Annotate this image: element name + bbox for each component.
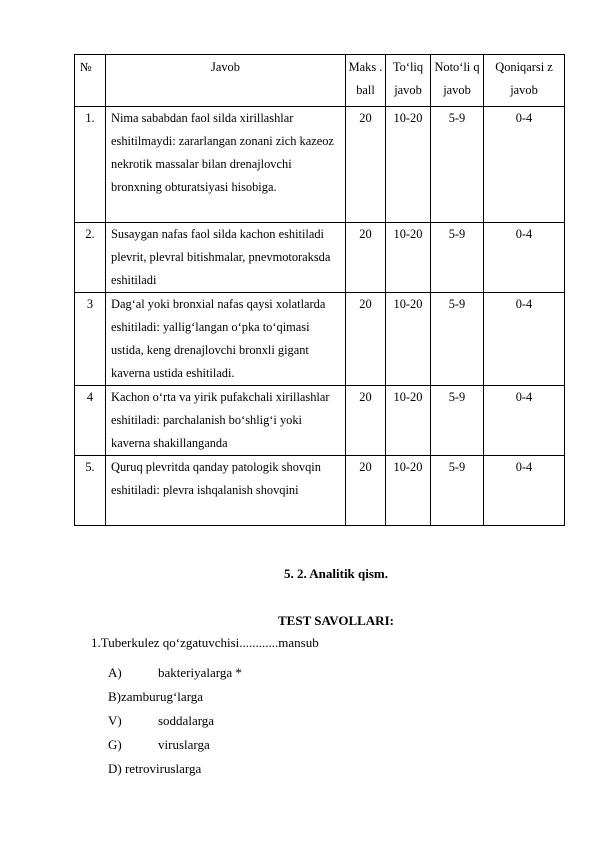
- row-partial: 5-9: [431, 107, 484, 223]
- row-num: 4: [75, 386, 106, 456]
- row-num: 5.: [75, 456, 106, 526]
- row-partial: 5-9: [431, 223, 484, 293]
- row-partial: 5-9: [431, 293, 484, 386]
- question-text: Tuberkulez qo‘zgatuvchisi............mansub: [100, 635, 319, 650]
- option-letter: G): [108, 737, 122, 752]
- row-partial: 5-9: [431, 456, 484, 526]
- row-num: 2.: [75, 223, 106, 293]
- row-max: 20: [346, 456, 386, 526]
- header-correct: To‘liq javob: [386, 55, 431, 107]
- row-wrong: 0-4: [484, 386, 565, 456]
- option-text: zamburug‘larga: [121, 689, 204, 704]
- option-v: [108, 713, 214, 729]
- row-max: 20: [346, 386, 386, 456]
- option-text: retroviruslarga: [121, 761, 202, 776]
- row-max: 20: [346, 293, 386, 386]
- row-text: Quruq plevritda qanday patologik shovqin eshitiladi: plevra ishqalanish shovqini: [106, 456, 346, 526]
- option-g: [108, 737, 210, 753]
- row-wrong: 0-4: [484, 107, 565, 223]
- row-num: 1.: [75, 107, 106, 223]
- header-answer: Javob: [106, 55, 346, 107]
- option-letter: A): [108, 665, 122, 680]
- row-full: 10-20: [386, 456, 431, 526]
- option-a: [108, 665, 242, 681]
- option-text: soddalarga: [158, 713, 215, 728]
- option-letter: V): [108, 713, 122, 728]
- option-b: [108, 689, 203, 705]
- row-wrong: 0-4: [484, 456, 565, 526]
- table-row: [75, 293, 565, 386]
- option-d: [108, 761, 201, 777]
- row-text: Kachon o‘rta va yirik pufakchali xirillashlar eshitiladi: parchalanish bo‘shlig‘i yoki kaverna shakillanganda: [106, 386, 346, 456]
- row-max: 20: [346, 223, 386, 293]
- row-full: 10-20: [386, 386, 431, 456]
- row-full: 10-20: [386, 223, 431, 293]
- row-full: 10-20: [386, 293, 431, 386]
- table-row: [75, 223, 565, 293]
- header-max: Maks . ball: [346, 55, 386, 107]
- table-row: [75, 107, 565, 223]
- header-num: №: [75, 55, 106, 107]
- row-partial: 5-9: [431, 386, 484, 456]
- option-letter: D): [108, 761, 122, 776]
- table-header-row: [75, 55, 565, 107]
- row-wrong: 0-4: [484, 293, 565, 386]
- row-max: 20: [346, 107, 386, 223]
- section-title: 5. 2. Analitik qism.: [283, 566, 389, 581]
- question-number: 1.: [91, 635, 101, 650]
- option-text: bakteriyalarga *: [158, 665, 242, 680]
- header-wrong: Qoniqarsi z javob: [484, 55, 565, 107]
- option-letter: B): [108, 689, 121, 704]
- row-text: Nima sababdan faol silda xirillashlar eshitilmaydi: zararlangan zonani zich kazeoz nekrotik massalar bilan drenajlovchi bronxning obturatsiyasi hisobiga.: [106, 107, 346, 223]
- option-text: viruslarga: [158, 737, 210, 752]
- row-full: 10-20: [386, 107, 431, 223]
- row-text: Dag‘al yoki bronxial nafas qaysi xolatlarda eshitiladi: yallig‘langan o‘pka to‘qimasi ustida, keng drenajlovchi bronxli gigant kaverna ustida eshitiladi.: [106, 293, 346, 386]
- row-text: Susaygan nafas faol silda kachon eshitiladi plevrit, plevral bitishmalar, pnevmotoraksda eshitiladi: [106, 223, 346, 293]
- row-wrong: 0-4: [484, 223, 565, 293]
- header-partial: Noto‘li q javob: [431, 55, 484, 107]
- table-row: [75, 456, 565, 526]
- table-row: [75, 386, 565, 456]
- test-title: TEST SAVOLLARI:: [278, 613, 394, 628]
- question-1: [91, 635, 319, 651]
- grading-table: [74, 54, 565, 526]
- row-num: 3: [75, 293, 106, 386]
